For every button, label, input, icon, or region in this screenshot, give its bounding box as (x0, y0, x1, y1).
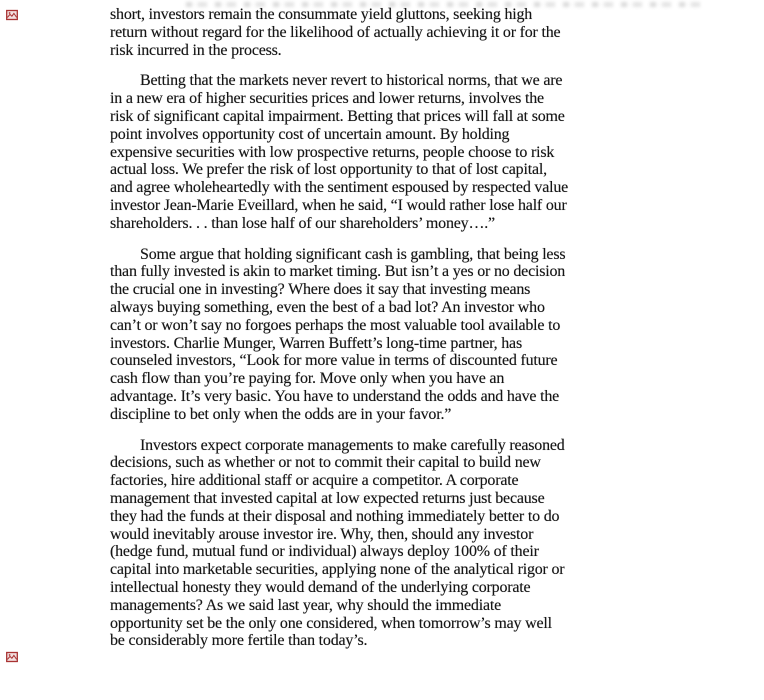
text-line: Betting that the markets never revert to historical norms, that we are (140, 72, 563, 90)
text-line: advantage. It’s very basic. You have to understand the odds and have the (110, 387, 560, 405)
text-line: investors. Charlie Munger, Warren Buffett’s long-time partner, has (110, 334, 522, 352)
text-line: capital into marketable securities, applying none of the analytical rigor or (110, 561, 565, 579)
paragraph-3 (110, 246, 632, 424)
letter-text-block (110, 6, 632, 650)
text-line: and agree wholeheartedly with the sentiment espoused by respected value (110, 179, 569, 197)
text-line: shareholders. . . than lose half of our shareholders’ money….” (110, 214, 495, 232)
paragraph-2 (110, 72, 632, 232)
text-line: counseled investors, “Look for more value in terms of discounted future (110, 352, 558, 370)
text-line: factories, hire additional staff or acquire a competitor. A corporate (110, 472, 519, 490)
text-line: risk of significant capital impairment. Betting that prices will fall at some (110, 107, 565, 125)
text-line: (hedge fund, mutual fund or individual) always deploy 100% of their (110, 543, 539, 561)
text-line: Some argue that holding significant cash is gambling, that being less (140, 245, 566, 263)
text-line: managements? As we said last year, why should the immediate (110, 596, 502, 614)
broken-image-icon (6, 8, 18, 20)
paragraph-4 (110, 437, 632, 651)
text-line: intellectual honesty they would demand of the underlying corporate (110, 578, 531, 596)
text-line: opportunity set be the only one considered, when tomorrow’s may well (110, 614, 552, 632)
text-line: investor Jean-Marie Eveillard, when he said, “I would rather lose half our (110, 196, 567, 214)
text-line: the crucial one in investing? Where does it say that investing means (110, 281, 531, 299)
text-line: decisions, such as whether or not to commit their capital to build new (110, 454, 541, 472)
text-line: they had the funds at their disposal and nothing immediately better to do (110, 507, 560, 525)
text-line: management that invested capital at low expected returns just because (110, 489, 545, 507)
text-line: than fully invested is akin to market timing. But isn’t a yes or no decision (110, 263, 566, 281)
text-line: be considerably more fertile than today’s. (110, 632, 368, 650)
text-line: risk incurred in the process. (110, 41, 282, 59)
text-line: short, investors remain the consummate yield gluttons, seeking high (110, 6, 533, 23)
text-line: can’t or won’t say no forgoes perhaps the most valuable tool available to (110, 316, 561, 334)
broken-image-icon (6, 650, 18, 662)
text-line: in a new era of higher securities prices and lower returns, involves the (110, 90, 544, 108)
text-line: cash flow than you’re paying for. Move only when you have an (110, 370, 505, 388)
text-line: actual loss. We prefer the risk of lost opportunity to that of lost capital, (110, 161, 547, 179)
text-line: point involves opportunity cost of uncertain amount. By holding (110, 125, 510, 143)
text-line: discipline to bet only when the odds are in your favor.” (110, 405, 452, 423)
text-line: always buying something, even the best of a bad lot? An investor who (110, 298, 545, 316)
text-line: expensive securities with low prospective returns, people choose to risk (110, 143, 555, 161)
text-line: Investors expect corporate managements to make carefully reasoned (140, 436, 565, 454)
text-line: return without regard for the likelihood of actually achieving it or for the (110, 23, 561, 41)
text-line: would inevitably arouse investor ire. Why, then, should any investor (110, 525, 534, 543)
paragraph-1 (110, 6, 632, 59)
